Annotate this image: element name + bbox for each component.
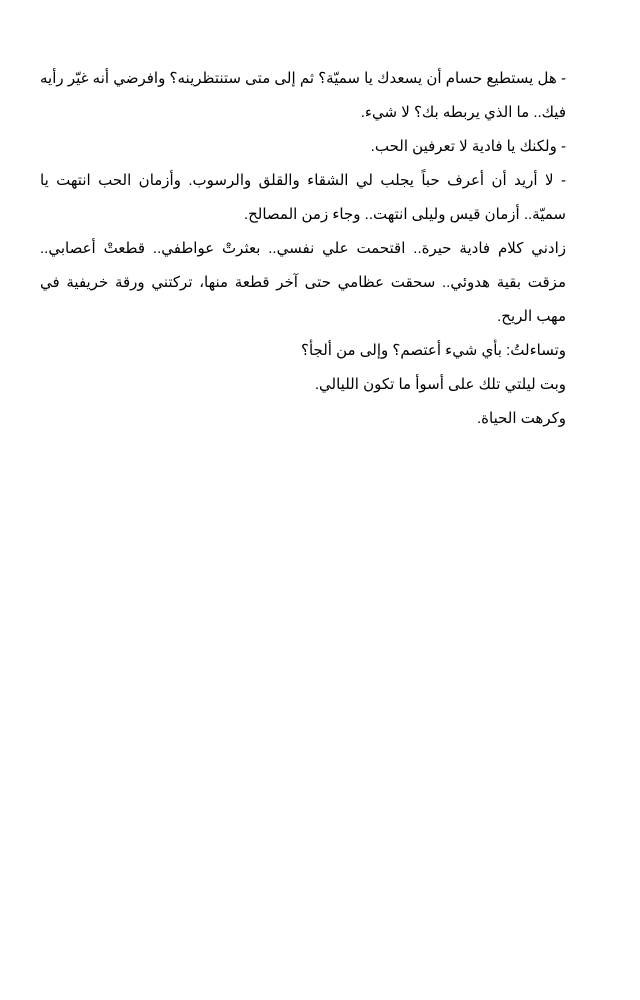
paragraph-narration-1: زادني كلام فادية حيرة.. اقتحمت علي نفسي.. بعثرتْ عواطفي.. قطعتْ أعصابي.. مزقت بقية هدوئي.. سحقت عظامي حتى آخر قطعة منها، تركتني ورقة خريفية في مهب الريح. (40, 240, 566, 325)
paragraph-narration-2: وتساءلتُ: بأي شيء أعتصم؟ وإلى من ألجأ؟ (301, 342, 566, 359)
document-body (40, 62, 580, 436)
paragraph-dialogue-2: - ولكنك يا فادية لا تعرفين الحب. (370, 138, 566, 155)
paragraph-dialogue-3: - لا أريد أن أعرف حباً يجلب لي الشقاء والقلق والرسوب. وأزمان الحب انتهت يا سميّة.. أزمان قيس وليلى انتهت.. وجاء زمن المصالح. (40, 172, 566, 223)
paragraph-dialogue-1: - هل يستطيع حسام أن يسعدك يا سميّة؟ ثم إلى متى ستنتظرينه؟ وافرضي أنه غيّر رأيه فيك.. ما الذي يربطه بك؟ لا شيء. (40, 70, 566, 121)
paragraph-narration-3: وبت ليلتي تلك على أسوأ ما تكون الليالي. (314, 376, 566, 393)
paragraph-narration-4: وكرهت الحياة. (476, 410, 566, 427)
